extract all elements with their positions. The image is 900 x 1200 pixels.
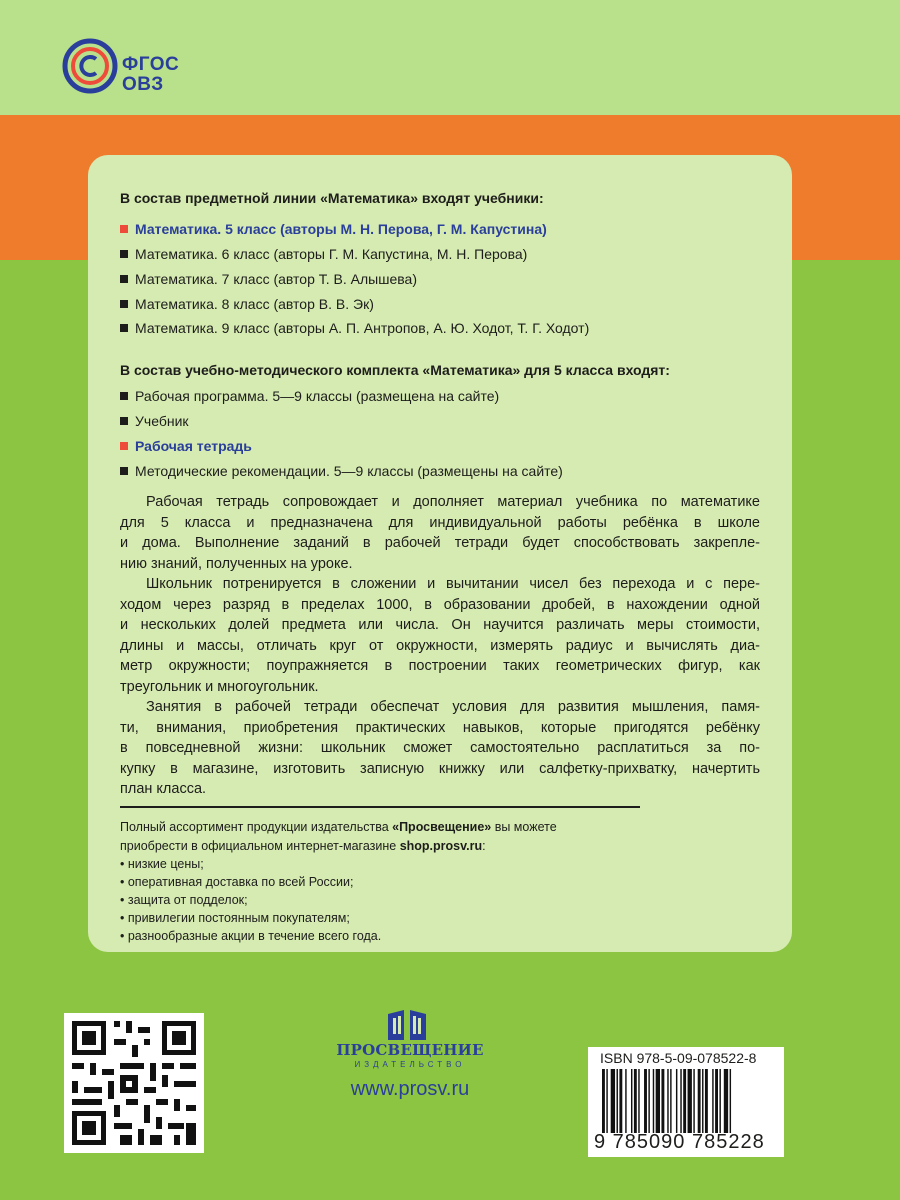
- bullet-square-icon: [120, 417, 128, 425]
- text-line: купку в магазине, изготовить записную книжку или салфетку-прихватку, начертить: [120, 760, 760, 777]
- text-line: Школьник потренируется в сложении и вычитании чисел без перехода и с пере-: [146, 576, 760, 592]
- text-line: и нескольких долей предмета или числа. Он научится различать меры стоимости,: [120, 617, 760, 634]
- list-item-label: Математика. 6 класс (авторы Г. М. Капустина, М. Н. Перова): [135, 246, 528, 262]
- list-item-label: Математика. 5 класс (авторы М. Н. Перова, Г. М. Капустина): [135, 221, 547, 237]
- barcode-icon: [602, 1069, 772, 1133]
- list-item: [120, 246, 527, 262]
- promo-bullet: • защита от подделок;: [120, 893, 248, 907]
- isbn-label: ISBN 978-5-09-078522-8: [600, 1050, 757, 1066]
- text-line: для 5 класса и предназначена для индивидуальной работы ребёнка в школе: [120, 514, 760, 531]
- isbn-barcode-box: [588, 1047, 784, 1157]
- kit-heading: В состав учебно-методического комплекта «Математика» для 5 класса входят:: [120, 362, 670, 378]
- description-paragraph-2: [120, 574, 760, 698]
- text-line: треугольник и многоугольник.: [120, 678, 319, 695]
- list-item: [120, 388, 499, 404]
- promo-text: [120, 818, 557, 856]
- list-item: [120, 463, 563, 479]
- list-item: [120, 320, 589, 336]
- text-line: метр окружности; поупражняется в построении таких геометрических фигур, как: [120, 658, 760, 675]
- qr-code-icon: [64, 1013, 204, 1153]
- publisher-name-bold: «Просвещение»: [392, 820, 492, 834]
- promo-bullet: • разнообразные акции в течение всего года.: [120, 929, 382, 943]
- fgos-logo-icon: [62, 38, 118, 94]
- promo-bullet: • привилегии постоянным покупателям;: [120, 911, 350, 925]
- list-item: [120, 438, 252, 454]
- text-line: план класса.: [120, 781, 207, 798]
- badge-line2: ОВЗ: [122, 74, 164, 95]
- text-line: нию знаний, полученных на уроке.: [120, 555, 353, 572]
- list-item-label: Учебник: [135, 413, 189, 429]
- list-item-label: Математика. 8 класс (автор В. В. Эк): [135, 296, 374, 312]
- barcode-digits: 9 785090 785228: [594, 1131, 765, 1153]
- list-item: [120, 413, 189, 429]
- text-line: длины и массы, отличать круг от окружности, измерять радиус и вычислять диа-: [120, 637, 760, 654]
- list-item: [120, 271, 417, 287]
- publisher-name: ПРОСВЕЩЕНИЕ: [336, 1041, 484, 1059]
- text-line: Занятия в рабочей тетради обеспечат условия для развития мышления, памя-: [146, 699, 760, 715]
- list-item-label: Математика. 7 класс (автор Т. В. Алышева): [135, 271, 417, 287]
- badge-line1: ФГОС: [122, 54, 180, 75]
- list-item-label: Методические рекомендации. 5—9 классы (размещены на сайте): [135, 463, 563, 479]
- text-line: ходом через разряд в пределах 1000, в образовании дробей, в нахождении одной: [120, 596, 760, 613]
- text-line: ти, внимания, приобретения практических навыков, которые пригодятся ребёнку: [120, 719, 760, 736]
- bullet-square-icon: [120, 250, 128, 258]
- text-line: в повседневной жизни: школьник сможет самостоятельно расплатиться за по-: [120, 740, 760, 757]
- description-paragraph-3: [120, 697, 760, 800]
- bullet-square-icon: [120, 392, 128, 400]
- list-item: [120, 221, 547, 237]
- bullet-square-icon: [120, 324, 128, 332]
- list-item-label: Рабочая программа. 5—9 классы (размещена на сайте): [135, 388, 500, 404]
- bullet-square-icon: [120, 467, 128, 475]
- text-line: Рабочая тетрадь сопровождает и дополняет материал учебника по математике: [146, 494, 760, 510]
- publisher-website[interactable]: www.prosv.ru: [350, 1078, 470, 1100]
- promo-bullet: • низкие цены;: [120, 857, 204, 871]
- bullet-square-icon: [120, 225, 128, 233]
- promo-line2-pre: приобрести в официальном интернет-магазине: [120, 839, 400, 853]
- promo-bullet: • оперативная доставка по всей России;: [120, 875, 354, 889]
- subject-line-heading: В состав предметной линии «Математика» входят учебники:: [120, 190, 544, 206]
- publisher-sub: ИЗДАТЕЛЬСТВО: [354, 1060, 466, 1069]
- list-item-label: Рабочая тетрадь: [135, 438, 252, 454]
- section-divider: [120, 806, 640, 808]
- bullet-square-icon: [120, 275, 128, 283]
- description-paragraph-1: [120, 492, 760, 574]
- promo-line2-post: :: [482, 839, 486, 853]
- bullet-square-icon: [120, 300, 128, 308]
- list-item-label: Математика. 9 класс (авторы А. П. Антропов, А. Ю. Ходот, Т. Г. Ходот): [135, 320, 590, 336]
- promo-line1-pre: Полный ассортимент продукции издательства: [120, 820, 393, 834]
- shop-link: shop.prosv.ru: [399, 839, 483, 853]
- fgos-badge: [122, 55, 179, 95]
- promo-line1-post: вы можете: [491, 820, 557, 834]
- bullet-square-icon: [120, 442, 128, 450]
- text-line: и дома. Выполнение заданий в рабочей тетради будет способствовать закрепле-: [120, 535, 760, 552]
- publisher-book-icon: [384, 1006, 430, 1042]
- list-item: [120, 296, 374, 312]
